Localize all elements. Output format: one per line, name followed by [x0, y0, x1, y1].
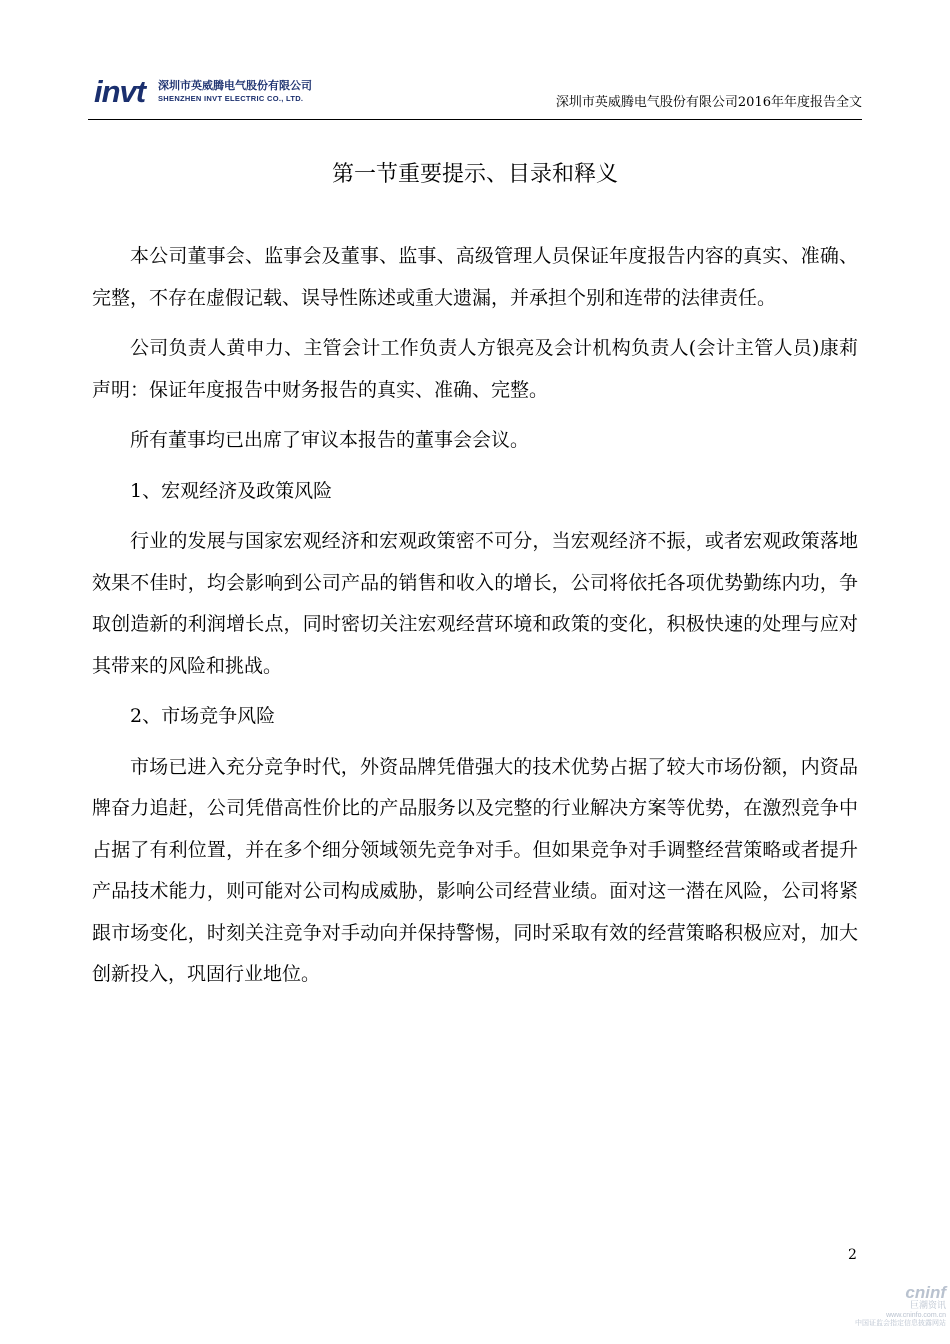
watermark-logo: cninf — [905, 1283, 946, 1302]
paragraph: 本公司董事会、监事会及董事、监事、高级管理人员保证年度报告内容的真实、准确、完整，不存在虚假记载、误导性陈述或重大遗漏，并承担个别和连带的法律责任。 — [92, 245, 858, 309]
risk-heading: 2、市场竞争风险 — [130, 705, 276, 727]
logo-company-name-cn: 深圳市英威腾电气股份有限公司 — [158, 79, 312, 92]
header-divider — [88, 119, 862, 120]
page-header — [88, 68, 862, 120]
report-title: 深圳市英威腾电气股份有限公司2016年年度报告全文 — [555, 95, 862, 110]
section-title: 第一节重要提示、目录和释义 — [331, 162, 618, 187]
paragraph: 市场已进入充分竞争时代，外资品牌凭借强大的技术优势占据了较大市场份额，内资品牌奋力追赶，公司凭借高性价比的产品服务以及完整的行业解决方案等优势，在激烈竞争中占据了有利位置，并在多个细分领域领先竞争对手。但如果竞争对手调整经营策略或者提升产品技术能力，则可能对公司构成威胁，影响公司经营业绩。面对这一潜在风险，公司将紧跟市场变化，时刻关注竞争对手动向并保持警惕，同时采取有效的经营策略积极应对，加大创新投入，巩固行业地位。 — [92, 755, 858, 985]
page-number: 2 — [848, 1247, 857, 1263]
watermark-url: www.cninfo.com.cn — [886, 1312, 946, 1319]
company-logo: invt — [94, 74, 146, 109]
paragraph: 公司负责人黄申力、主管会计工作负责人方银亮及会计机构负责人(会计主管人员)康莉声明：保证年度报告中财务报告的真实、准确、完整。 — [92, 337, 858, 401]
watermark-full-name: 中国证监会指定信息披露网站 — [855, 1319, 946, 1327]
paragraph: 所有董事均已出席了审议本报告的董事会会议。 — [130, 429, 530, 451]
paragraph: 行业的发展与国家宏观经济和宏观政策密不可分，当宏观经济不振，或者宏观政策落地效果不佳时，均会影响到公司产品的销售和收入的增长，公司将依托各项优势勤练内功，争取创造新的利润增长点，同时密切关注宏观经营环境和政策的变化，积极快速的处理与应对其带来的风险和挑战。 — [92, 530, 858, 677]
risk-heading: 1、宏观经济及政策风险 — [130, 479, 333, 502]
watermark-name: 巨潮资讯 — [909, 1301, 946, 1311]
cninfo-watermark — [846, 1284, 946, 1327]
document-body — [92, 236, 858, 1005]
logo-company-name-en: SHENZHEN INVT ELECTRIC CO., LTD. — [158, 94, 304, 103]
